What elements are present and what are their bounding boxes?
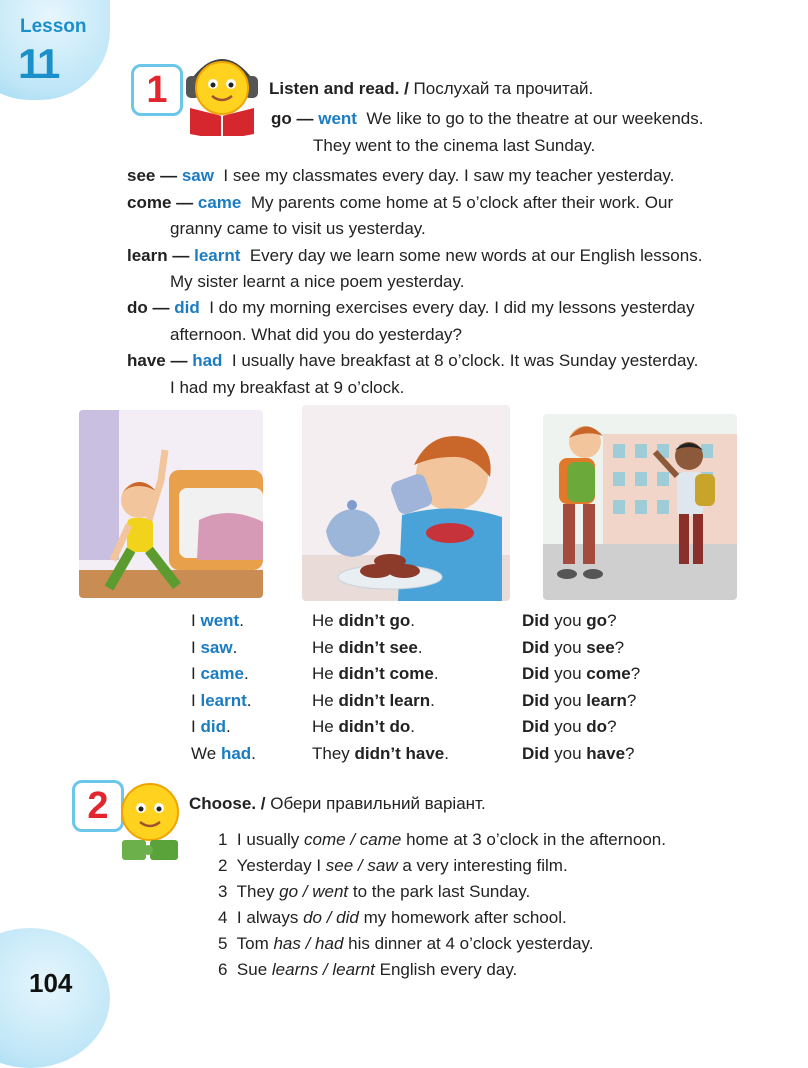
table-row — [312, 714, 449, 741]
verb-base: go — — [271, 109, 314, 128]
subject: I — [191, 717, 196, 736]
example-sentence-continued: I had my breakfast at 9 o’clock. — [170, 378, 405, 397]
exercise-1-number: 1 — [131, 64, 183, 116]
subject: I — [191, 664, 196, 683]
past-verb: did — [200, 717, 226, 736]
punctuation: ? — [630, 664, 641, 683]
base-verb: do — [586, 717, 608, 736]
punctuation: . — [232, 637, 238, 657]
sentence-end: his dinner at 4 o’clock yesterday. — [348, 934, 594, 953]
subject: He — [312, 664, 334, 683]
base-verb: learn — [586, 690, 627, 710]
page-number: 104 — [29, 968, 73, 998]
verb-entry — [127, 295, 695, 321]
morning-exercises-illustration — [79, 410, 263, 598]
verb-choice[interactable]: see / saw — [325, 856, 398, 875]
table-row — [191, 661, 256, 688]
verb-choice[interactable]: do / did — [303, 908, 359, 927]
verb-entry — [127, 163, 674, 189]
verb-past: saw — [181, 166, 214, 185]
punctuation: . — [246, 690, 252, 710]
table-row — [522, 635, 640, 662]
example-sentence: My parents come home at 5 o’clock after their work. Our — [250, 193, 674, 212]
table-row — [191, 714, 256, 741]
list-item — [218, 853, 666, 879]
table-row — [191, 741, 256, 768]
verb-base: have — — [127, 351, 188, 370]
negative-verb: didn’t see — [338, 637, 418, 657]
verb-choice[interactable]: learns / learnt — [271, 960, 375, 979]
table-row — [522, 741, 640, 768]
punctuation: ? — [614, 637, 625, 657]
base-verb: see — [586, 637, 615, 657]
table-row — [312, 688, 449, 715]
verb-base: see — — [127, 166, 178, 185]
verb-choice[interactable]: come / came — [304, 830, 402, 849]
lesson-label: Lesson — [20, 16, 87, 37]
punctuation: . — [433, 664, 439, 683]
auxiliary: Did — [522, 664, 550, 683]
instruction-ua: Обери правильний варіант. — [270, 794, 486, 813]
item-number: 5 — [218, 934, 228, 953]
subject: He — [312, 690, 334, 710]
list-item — [218, 957, 666, 983]
subject: you — [554, 664, 582, 683]
sentence-start: I usually — [236, 830, 300, 849]
sentence-start: Sue — [236, 960, 268, 979]
verb-entry — [127, 348, 698, 374]
lesson-number: 11 — [18, 40, 59, 87]
example-sentence-continued: granny came to visit us yesterday. — [170, 219, 426, 238]
example-sentence-continued: My sister learnt a nice poem yesterday. — [170, 272, 465, 291]
breakfast-illustration — [302, 405, 510, 601]
choice-list — [218, 827, 666, 983]
punctuation: . — [417, 637, 423, 657]
example-sentence: Every day we learn some new words at our English lessons. — [249, 246, 703, 265]
school-meeting-illustration — [543, 414, 737, 600]
example-sentence-continued: They went to the cinema last Sunday. — [313, 136, 596, 155]
list-item — [218, 905, 666, 931]
verb-choice[interactable]: go / went — [279, 882, 349, 901]
list-item — [218, 931, 666, 957]
instruction-en: Choose. / — [189, 794, 266, 813]
verb-past: had — [192, 351, 223, 370]
auxiliary: Did — [522, 717, 550, 736]
verb-past: learnt — [194, 246, 241, 265]
verb-choice[interactable]: has / had — [273, 934, 344, 953]
subject: He — [312, 637, 334, 657]
list-item — [218, 879, 666, 905]
base-verb: go — [586, 611, 608, 630]
exercise-2-instruction — [189, 791, 486, 817]
item-number: 4 — [218, 908, 228, 927]
verb-past: came — [197, 193, 242, 212]
verb-base: learn — — [127, 246, 190, 265]
sentence-end: home at 3 o’clock in the afternoon. — [406, 830, 666, 849]
negative-verb: didn’t go — [338, 611, 411, 630]
subject: We — [191, 743, 217, 763]
subject: you — [554, 637, 582, 657]
instruction-ua: Послухай та прочитай. — [413, 79, 594, 98]
punctuation: . — [410, 611, 415, 630]
auxiliary: Did — [522, 743, 550, 763]
subject: I — [191, 611, 196, 630]
punctuation: . — [444, 743, 449, 763]
punctuation: ? — [625, 743, 635, 763]
verb-entry — [271, 106, 703, 132]
affirmative-column — [191, 608, 256, 767]
verb-base: do — — [127, 298, 170, 317]
sentence-start: Yesterday I — [236, 856, 322, 875]
exercise-2-number: 2 — [72, 780, 124, 832]
sentence-end: my homework after school. — [363, 908, 567, 927]
table-row — [522, 608, 640, 635]
question-column — [522, 608, 640, 767]
table-row — [522, 661, 640, 688]
verb-past: went — [318, 109, 357, 128]
instruction-en: Listen and read. / — [269, 79, 409, 98]
past-verb: learnt — [200, 690, 247, 710]
base-verb: come — [586, 664, 631, 683]
sentence-start: I always — [236, 908, 299, 927]
subject: He — [312, 611, 334, 630]
verb-past: did — [174, 298, 200, 317]
sentence-start: Tom — [236, 934, 269, 953]
negative-verb: didn’t have — [354, 743, 445, 763]
punctuation: . — [251, 743, 256, 763]
base-verb: have — [586, 743, 626, 763]
subject: They — [312, 743, 350, 763]
table-row — [191, 688, 256, 715]
past-verb: went — [200, 611, 240, 630]
punctuation: ? — [607, 717, 617, 736]
table-row — [312, 635, 449, 662]
subject: you — [554, 743, 582, 763]
example-sentence: I do my morning exercises every day. I did my lessons yesterday — [209, 298, 695, 317]
verb-entry — [127, 243, 702, 269]
verb-base: come — — [127, 193, 194, 212]
punctuation: . — [239, 611, 244, 630]
auxiliary: Did — [522, 637, 550, 657]
subject: I — [191, 637, 196, 657]
subject: He — [312, 717, 334, 736]
example-sentence-continued: afternoon. What did you do yesterday? — [170, 325, 463, 344]
table-row — [312, 741, 449, 768]
negative-verb: didn’t learn — [338, 690, 431, 710]
example-sentence: I usually have breakfast at 8 o’clock. It was Sunday yesterday. — [231, 351, 699, 370]
item-number: 6 — [218, 960, 228, 979]
negative-column — [312, 608, 449, 767]
reading-smiley-icon — [180, 48, 264, 136]
negative-verb: didn’t come — [338, 664, 434, 683]
exercise-1-instruction — [269, 76, 593, 102]
auxiliary: Did — [522, 611, 550, 630]
punctuation: . — [410, 717, 415, 736]
item-number: 1 — [218, 830, 228, 849]
punctuation: . — [225, 717, 231, 736]
example-sentence: I see my classmates every day. I saw my teacher yesterday. — [223, 166, 675, 185]
sentence-end: to the park last Sunday. — [352, 882, 531, 901]
item-number: 3 — [218, 882, 228, 901]
punctuation: ? — [607, 611, 617, 630]
past-verb: came — [200, 664, 244, 683]
punctuation: ? — [626, 690, 637, 710]
subject: you — [554, 717, 582, 736]
subject: you — [554, 611, 582, 630]
punctuation: . — [430, 690, 435, 710]
verb-entry — [127, 190, 673, 216]
table-row — [522, 714, 640, 741]
sentence-end: a very interesting film. — [402, 856, 568, 875]
subject: you — [554, 690, 582, 710]
negative-verb: didn’t do — [338, 717, 411, 736]
auxiliary: Did — [522, 690, 550, 710]
list-item — [218, 827, 666, 853]
table-row — [191, 635, 256, 662]
puzzle-smiley-icon — [112, 778, 188, 866]
table-row — [312, 608, 449, 635]
sentence-end: English every day. — [379, 960, 518, 979]
punctuation: . — [243, 664, 249, 683]
sentence-start: They — [236, 882, 275, 901]
table-row — [312, 661, 449, 688]
item-number: 2 — [218, 856, 228, 875]
table-row — [191, 608, 256, 635]
subject: I — [191, 690, 196, 710]
past-verb: saw — [200, 637, 233, 657]
table-row — [522, 688, 640, 715]
example-sentence: We like to go to the theatre at our weekends. — [366, 109, 704, 128]
past-verb: had — [220, 743, 252, 763]
